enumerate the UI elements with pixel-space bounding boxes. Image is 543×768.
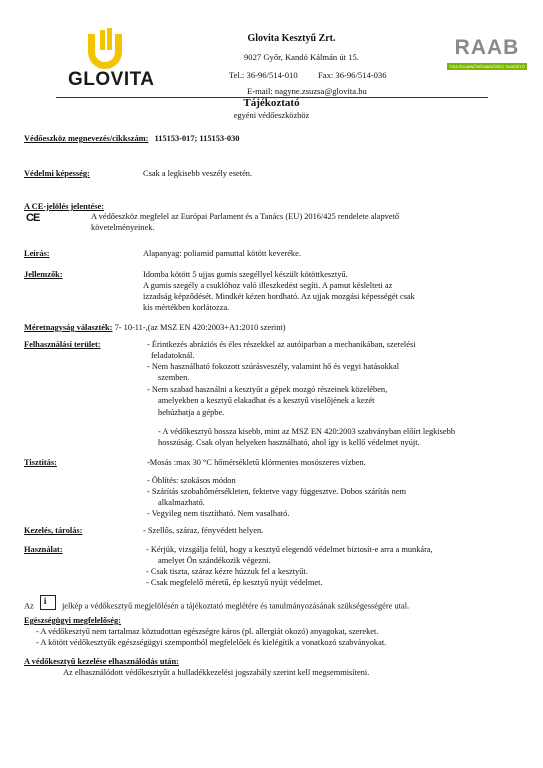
disposal-value: Az elhasználódott védőkesztyűt a hulladékkezelési jogszabály szerint kell megsemmisíteni. [63, 668, 370, 677]
info-note-prefix: Az [24, 601, 34, 611]
cleaning-first: -Mosás :max 30 °C hőmérsékletű klórmentes mosószeres vízben. [147, 458, 366, 467]
document-subtitle: egyéni védőeszközhöz [233, 111, 310, 120]
ce-line-2: követelményeinek. [91, 223, 155, 232]
usage-area-line-6: amelyekben a kesztyű elakadhat és a kesztyű viselőjének a kezét [158, 396, 375, 405]
usage-area-line-1: - Érintkezés abráziós és éles részekkel az autóiparban a mechanikában, szerelési [147, 340, 416, 349]
features-line-1: Idomba kötött 5 ujjas gumis szegéllyel készült kötöttkesztyű. [143, 270, 348, 279]
description-label: Leírás: [24, 249, 50, 258]
use-line-1: - Kérjük, vizsgálja felül, hogy a kesztyű elegendő védelmet biztosít-e arra a munkára, [146, 545, 433, 554]
ce-line-1: A védőeszköz megfelel az Európai Parlament és a Tanács (EU) 2016/425 rendelete alapvető [91, 212, 400, 221]
usage-area-line-4: szemben. [158, 373, 190, 382]
health-line-1: - A védőkesztyű nem tartalmaz köztudottan egészségre káros (pl. allergiát okozó) anyagokat, szereket. [36, 627, 379, 636]
raab-tagline: TISZ-ÉN-MINŐSÉGMINŐSÉG TANÚSÍTÓ [447, 63, 527, 70]
protection-value: Csak a legkisebb veszély esetén. [143, 169, 253, 178]
info-book-icon-letter: i [43, 596, 47, 606]
usage-area-line-8: - A védőkesztyű hossza kisebb, mint az MSZ EN 420:2003 szabványban előírt legkisebb [158, 427, 456, 436]
use-label: Használat: [24, 545, 63, 554]
use-line-2: amelyet Ön szándékozik végezni. [158, 556, 271, 565]
cleaning-line-4: - Vegyileg nem tisztítható. Nem vasalható. [147, 509, 290, 518]
sizes-value: 7- 10-11-,(az MSZ EN 420:2003+A1:2010 szerint) [114, 323, 286, 332]
info-book-icon [40, 595, 56, 610]
product-row [24, 134, 239, 145]
description-value: Alapanyag: poliamid pamuttal kötött keveréke. [143, 249, 301, 258]
usage-area-line-5: - Nem szabad használni a kesztyűt a gépek mozgó részeinek közelében, [147, 385, 388, 394]
ce-mark-icon: CE [26, 212, 40, 224]
handling-value: - Szellős, száraz, fényvédett helyen. [143, 526, 264, 535]
usage-area-line-3: - Nem használható fokozott szúrásveszély, valamint hő és vegyi hatásokkal [147, 362, 400, 371]
raab-logo-text: RAAB [454, 36, 520, 59]
ce-label: A CE-jelölés jelentése: [24, 202, 104, 211]
usage-area-label: Felhasználási terület: [24, 340, 101, 349]
cleaning-line-2: - Szárítás szobahőmérsékleten, fektetve vagy függesztve. Dobos szárítás nem [147, 487, 407, 496]
cleaning-line-1: - Öblítés: szokásos módon [147, 476, 236, 485]
usage-area-line-9: hosszúság. Csak olyan helyeken használható, ahol így is kellő védelmet nyújt. [158, 438, 420, 447]
use-line-3: - Csak tiszta, száraz kézre húzzuk fel a kesztyűt. [146, 567, 308, 576]
cleaning-line-3: alkalmazható. [158, 498, 205, 507]
health-label: Egészségügyi megfelelőség: [24, 616, 121, 625]
features-line-2: A gumis szegély a csuklóhoz való illeszkedést segíti. A pamut késlelteti az [143, 281, 393, 290]
glovita-logo-text: GLOVITA [68, 69, 155, 90]
company-fax: Fax: 36-96/514-036 [318, 70, 387, 80]
usage-area-line-2: feladatoknál. [151, 351, 195, 360]
health-line-2: - A kötött védőkesztyűk egészségügyi szempontból megfelelőek és kielégítik a vonatkozó szabványokat. [36, 638, 387, 647]
raab-logo [447, 36, 527, 74]
product-value: 115153-017; 115153-030 [154, 134, 240, 143]
cleaning-label: Tisztítás: [24, 458, 57, 467]
sizes-row [24, 323, 286, 334]
info-note [24, 596, 410, 614]
sizes-label: Méretnagyság választék: [24, 323, 113, 332]
document-title: Tájékoztató [243, 97, 300, 109]
company-name: Glovita Kesztyű Zrt. [247, 33, 336, 44]
use-line-4: - Csak megfelelő méretű, ép kesztyű nyújt védelmet. [146, 578, 323, 587]
company-address: 9027 Győr, Kandó Kálmán út 15. [244, 52, 359, 62]
disposal-label: A védőkesztyű kezelése elhasználódás után: [24, 657, 179, 666]
protection-label: Védelmi képesség: [24, 169, 90, 178]
handling-label: Kezelés, tárolás: [24, 526, 83, 535]
product-label: Védőeszköz megnevezés/cikkszám: [24, 134, 149, 143]
info-note-text: jelkép a védőkesztyű megjelölésén a tájékoztató meglétére és tanulmányozásának szükségességére utal. [61, 601, 410, 611]
features-line-4: kis mértékben korlátozza. [143, 303, 230, 312]
features-line-3: izzadság képződését. Mindkét kézen hordható. Az ujjak mozgási képességét csak [143, 292, 415, 301]
company-tel: Tel.: 36-96/514-010 [229, 70, 298, 80]
usage-area-line-7: behúzhatja a gépbe. [158, 408, 225, 417]
company-email: E-mail: nagyne.zsuzsa@glovita.hu [247, 86, 367, 96]
features-label: Jellemzők: [24, 270, 63, 279]
